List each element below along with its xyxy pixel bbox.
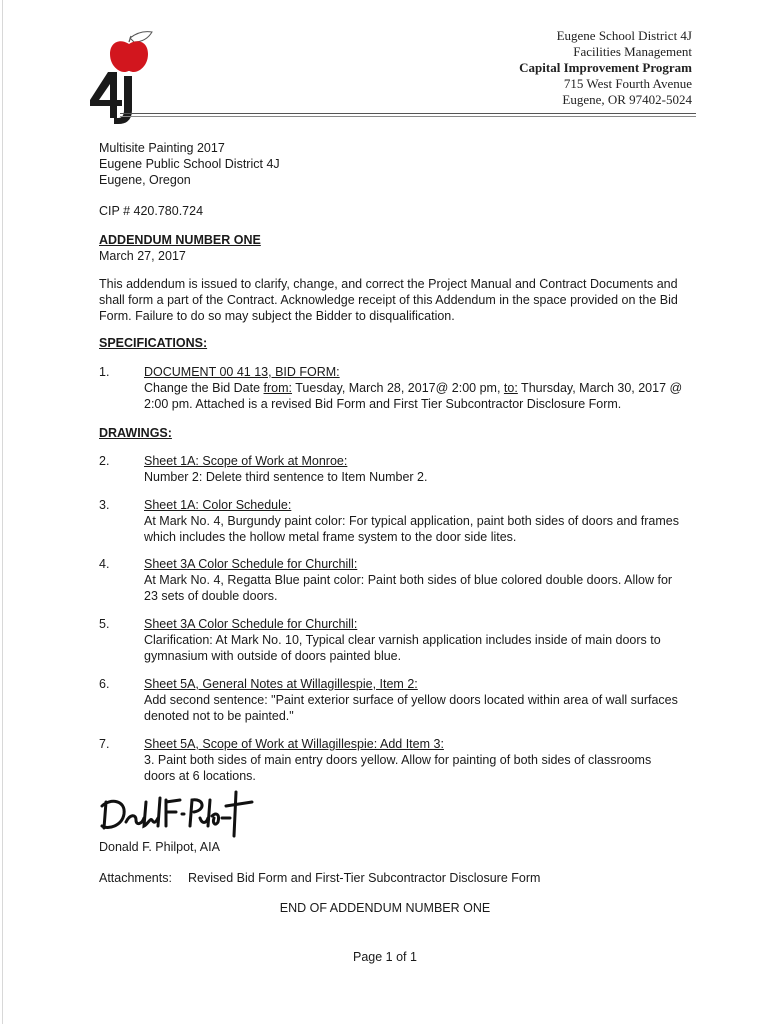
item-line: gymnasium with outside of doors painted blue.: [144, 649, 402, 663]
attachments-value: Revised Bid Form and First-Tier Subcontractor Disclosure Form: [188, 871, 541, 885]
item-body: [144, 497, 704, 545]
address-line-2: Eugene, OR 97402-5024: [562, 92, 692, 107]
item-line: 2:00 pm. Attached is a revised Bid Form and First Tier Subcontractor Disclosure Form.: [144, 397, 622, 411]
item-title: Sheet 1A: Scope of Work at Monroe:: [144, 454, 348, 468]
item-number: 6.: [99, 677, 110, 691]
item-line: 23 sets of double doors.: [144, 589, 278, 603]
item-body: [144, 736, 704, 784]
item-number: 2.: [99, 454, 110, 468]
to-label: to:: [503, 381, 518, 395]
header-rule-secondary: [120, 116, 696, 117]
header-rule: [120, 113, 696, 114]
page-number: Page 1 of 1: [353, 950, 417, 964]
item-title: Sheet 3A Color Schedule for Churchill:: [144, 617, 358, 631]
project-owner: Eugene Public School District 4J: [99, 157, 280, 171]
program-name: Capital Improvement Program: [519, 60, 692, 75]
intro-line: Form. Failure to do so may subject the Bidder to disqualification.: [99, 309, 455, 323]
intro-line: shall form a part of the Contract. Acknowledge receipt of this Addendum in the space provided on the Bid: [99, 293, 678, 307]
item-line: 3. Paint both sides of main entry doors yellow. Allow for painting of both sides of classrooms: [144, 753, 652, 767]
item-body: [144, 556, 704, 604]
item-body: [144, 364, 704, 412]
item-number: 1.: [99, 365, 110, 379]
new-bid-date: Thursday, March 30, 2017 @: [517, 381, 683, 395]
old-bid-date: Tuesday, March 28, 2017@ 2:00 pm,: [292, 381, 504, 395]
item-number: 7.: [99, 737, 110, 751]
addendum-date: March 27, 2017: [99, 249, 186, 263]
item-body: [144, 616, 704, 664]
item-line: which includes the hollow metal frame system to the door side lites.: [144, 530, 517, 544]
item-line: At Mark No. 4, Regatta Blue paint color: Paint both sides of blue colored double doors. Allow for: [144, 573, 673, 587]
item-number: 3.: [99, 498, 110, 512]
item-body: [144, 453, 704, 485]
item-line: Clarification: At Mark No. 10, Typical clear varnish application includes inside of main doors to: [144, 633, 661, 647]
page-edge: [2, 0, 3, 1024]
item-line: [144, 380, 704, 396]
cip-number: CIP # 420.780.724: [99, 204, 204, 218]
district-logo: [86, 28, 156, 126]
signer-name: Donald F. Philpot, AIA: [99, 840, 220, 854]
item-line: denoted not to be painted.": [144, 709, 294, 723]
end-of-addendum: END OF ADDENDUM NUMBER ONE: [279, 901, 491, 915]
item-title: Sheet 3A Color Schedule for Churchill:: [144, 557, 358, 571]
district-name: Eugene School District 4J: [556, 28, 692, 43]
intro-line: This addendum is issued to clarify, change, and correct the Project Manual and Contract Documents and: [99, 277, 678, 291]
item-number: 4.: [99, 557, 110, 571]
item-line: At Mark No. 4, Burgundy paint color: For typical application, paint both sides of doors and frames: [144, 514, 679, 528]
specifications-heading: SPECIFICATIONS:: [99, 336, 208, 350]
item-line: Add second sentence: "Paint exterior surface of yellow doors located within area of wall surfaces: [144, 693, 678, 707]
item-title: DOCUMENT 00 41 13, BID FORM:: [144, 365, 340, 379]
numeral-four-shape: [90, 72, 122, 118]
handwritten-signature: [96, 788, 276, 838]
drawings-heading: DRAWINGS:: [99, 426, 172, 440]
bid-date-prefix: Change the Bid Date: [144, 381, 264, 395]
item-title: Sheet 1A: Color Schedule:: [144, 498, 292, 512]
item-title: Sheet 5A, General Notes at Willagillespie, Item 2:: [144, 677, 418, 691]
project-name: Multisite Painting 2017: [99, 141, 225, 155]
address-line-1: 715 West Fourth Avenue: [563, 76, 692, 91]
item-title: Sheet 5A, Scope of Work at Willagillespie: Add Item 3:: [144, 737, 444, 751]
project-location: Eugene, Oregon: [99, 173, 191, 187]
addendum-title: ADDENDUM NUMBER ONE: [99, 233, 261, 247]
item-number: 5.: [99, 617, 110, 631]
addendum-intro: [99, 276, 699, 324]
apple-shape: [110, 41, 148, 72]
letterhead-address: [519, 28, 692, 108]
item-line: Number 2: Delete third sentence to Item Number 2.: [144, 470, 428, 484]
from-label: from:: [263, 381, 293, 395]
department-name: Facilities Management: [573, 44, 692, 59]
item-body: [144, 676, 704, 724]
leaf-shape: [130, 32, 152, 42]
item-line: doors at 6 locations.: [144, 769, 256, 783]
attachments-label: Attachments:: [99, 871, 172, 885]
